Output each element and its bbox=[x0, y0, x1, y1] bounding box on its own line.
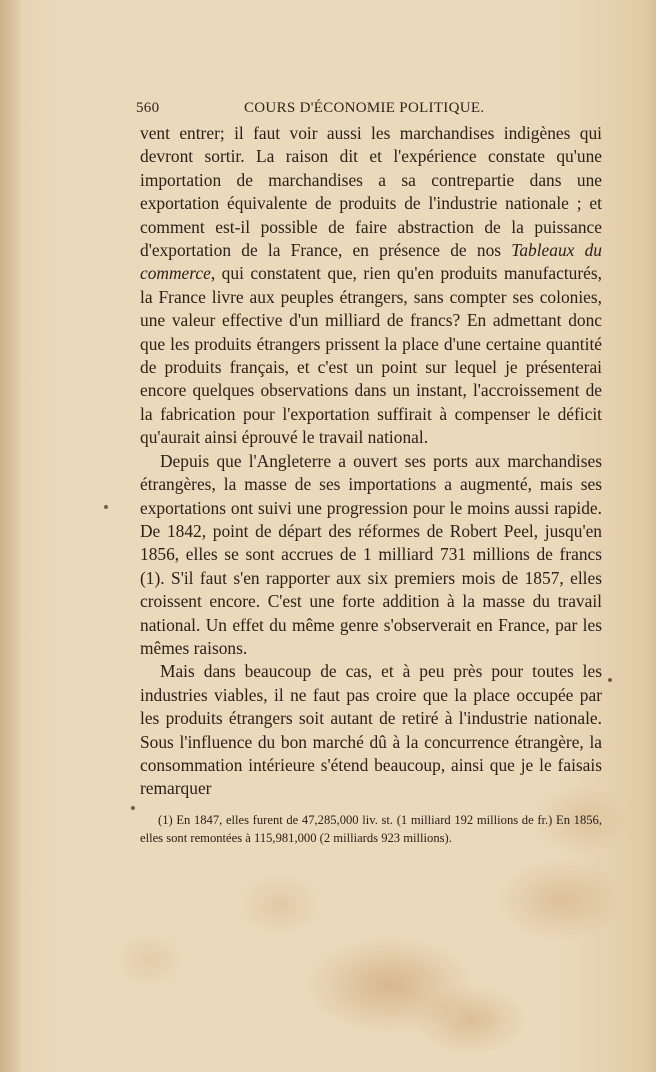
running-title: COURS D'ÉCONOMIE POLITIQUE. bbox=[244, 100, 485, 116]
paragraph-1-italic: Tableaux du commerce bbox=[140, 240, 602, 284]
book-page bbox=[136, 98, 602, 847]
page-number: 560 bbox=[136, 100, 160, 116]
paragraph-3: Mais dans beaucoup de cas, et à peu près pour toutes les industries viables, il ne faut pas croire que la place occupée par les produits étrangers soit autant de retiré à l'industrie nationale. Sous l'influence du bon marché dû à la concurrence étrangère, la consommation intérieure s'étend beaucoup, ainsi que je le faisais remarquer bbox=[140, 661, 602, 799]
paragraph-1-part-1: vent entrer; il faut voir aussi les marchandises indigènes qui devront sortir. La raison dit et l'expérience constate qu'une importation de marchandises a sa contrepartie dans une exportation équivalente de produits de l'industrie nationale ; et comment est-il possible de faire abstraction de la puissance d'exportation de la France, en présence de nos bbox=[140, 123, 602, 261]
paragraph-2: Depuis que l'Angleterre a ouvert ses ports aux marchandises étrangères, la masse de ses importations a augmenté, mais ses exportations ont suivi une progression pour le moins aussi rapide. De 1842, point de départ des réformes de Robert Peel, jusqu'en 1856, elles se sont accrues de 1 milliard 731 millions de francs (1). S'il faut s'en rapporter aux six premiers mois de 1857, elles croissent encore. C'est une forte addition à la masse du travail national. Un effet du même genre s'observerait en France, par les mêmes raisons. bbox=[140, 450, 602, 658]
ink-speck bbox=[104, 505, 108, 509]
paragraph-1-part-2: , qui constatent que, rien qu'en produits manufacturés, la France livre aux peuples étrangers, sans compter ses colonies, une valeur effective d'un milliard de francs? En admettant donc que les produits étrangers prissent la place d'une certaine quantité de produits français, et c'est un point sur lequel je présenterai encore quelques observations dans un instant, l'accroissement de la fabrication pour l'exportation suffirait à compenser le déficit qu'aurait ainsi éprouvé le travail national. bbox=[140, 263, 602, 448]
ink-speck bbox=[131, 806, 135, 810]
running-head bbox=[136, 98, 602, 122]
book-spine-shadow bbox=[0, 0, 22, 1072]
paragraph-1 bbox=[140, 122, 602, 450]
ink-speck bbox=[608, 678, 612, 682]
footnotes bbox=[140, 811, 602, 847]
body-text bbox=[140, 122, 602, 801]
footnote-1: (1) En 1847, elles furent de 47,285,000 liv. st. (1 milliard 192 millions de fr.) En 1856, elles sont remontées à 115,981,000 (2 milliards 923 millions). bbox=[140, 812, 602, 845]
